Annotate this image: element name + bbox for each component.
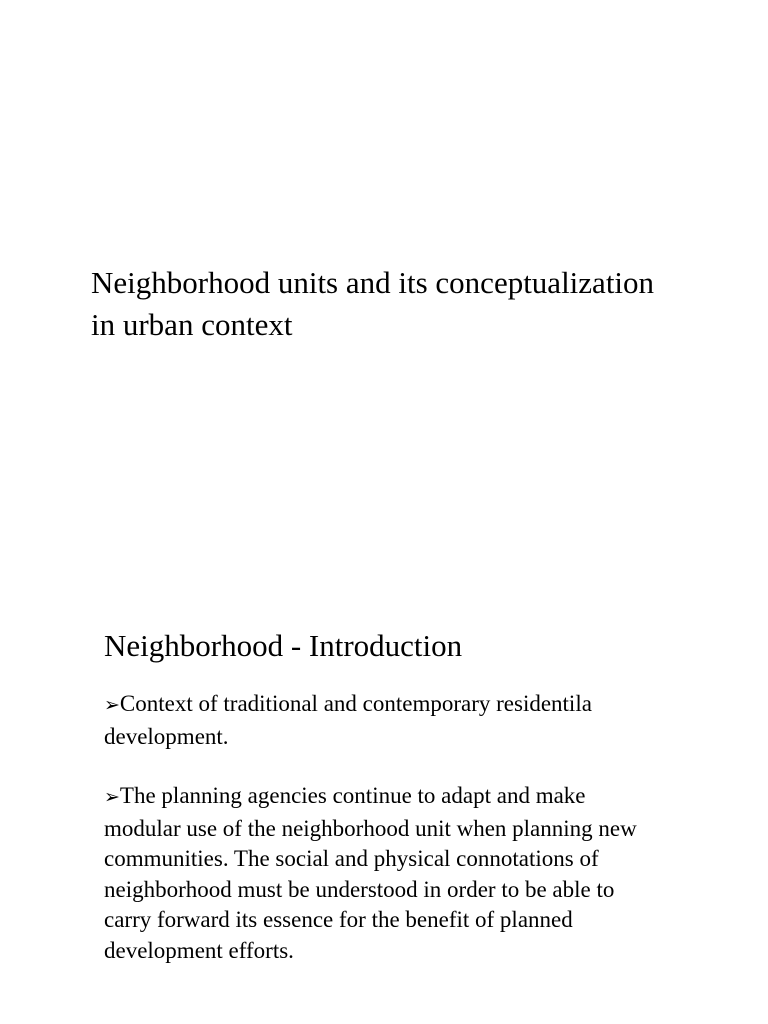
bullet-line: development efforts. [104, 937, 294, 963]
section-heading: Neighborhood - Introduction [104, 628, 463, 663]
bullet-line [104, 689, 744, 722]
bullet-line: development. [104, 723, 229, 749]
bullet-text: Context of traditional and contemporary residentila [119, 691, 592, 716]
bullet-line [104, 781, 744, 814]
document-title [91, 262, 751, 346]
title-line: in urban context [91, 307, 293, 342]
bullet-item [104, 689, 744, 752]
bullet-text: The planning agencies continue to adapt and make [119, 783, 586, 808]
bullet-line: carry forward its essence for the benefit of planned [104, 907, 573, 932]
bullet-line: communities. The social and physical connotations of [104, 846, 599, 871]
title-line: Neighborhood units and its conceptualization [91, 265, 655, 300]
bullet-item [104, 781, 744, 966]
bullet-line: neighborhood must be understood in order to be able to [104, 876, 615, 902]
arrow-bullet-icon: ➢ [104, 695, 120, 716]
bullet-line: modular use of the neighborhood unit when planning new [104, 815, 637, 841]
arrow-bullet-icon: ➢ [104, 787, 120, 808]
